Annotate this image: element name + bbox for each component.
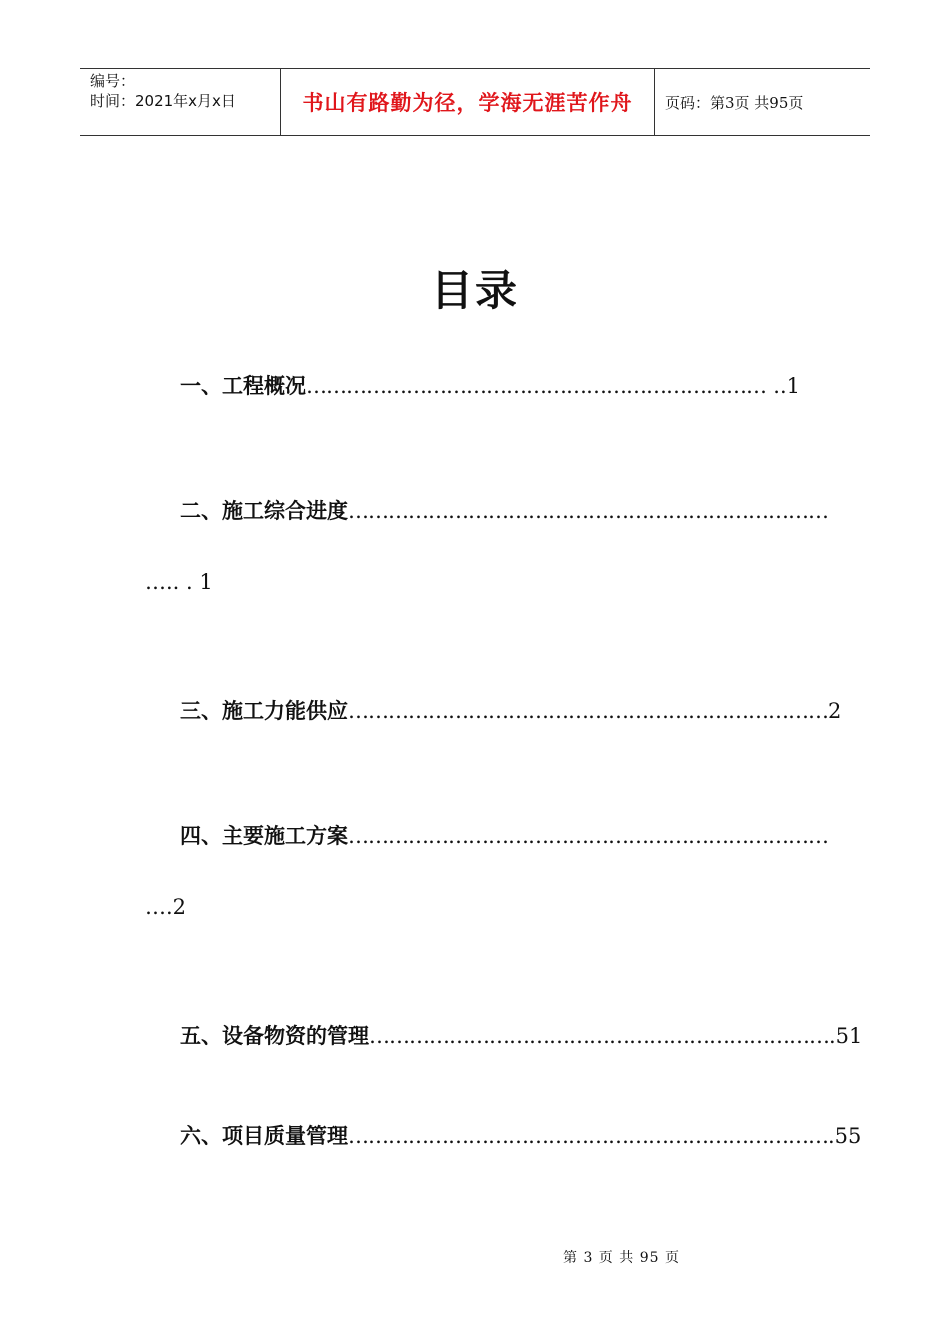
toc-entry-2-continuation: ….. . 1 — [145, 570, 213, 594]
page-title: 目录 — [430, 266, 519, 315]
toc-entry-4-continuation: ….2 — [145, 895, 187, 919]
toc-leader: …………………………………………………………… — [306, 374, 766, 398]
number-label: 编号： — [90, 72, 136, 90]
toc-page-number: .55 — [828, 1124, 862, 1148]
toc-entry-label: 六、项目质量管理 — [180, 1123, 348, 1148]
toc-entry-2[interactable] — [180, 495, 828, 525]
header-meta — [80, 69, 281, 135]
toc-entry-1[interactable] — [180, 370, 800, 400]
toc-entry-5[interactable] — [180, 1020, 863, 1050]
header-page-info: 页码：第3页 共95页 — [665, 93, 804, 112]
toc-entry-3[interactable] — [180, 695, 842, 725]
toc-entry-label: 五、设备物资的管理 — [180, 1023, 369, 1048]
toc-leader: ……………………………………………………………… — [348, 499, 828, 523]
toc-entry-6[interactable] — [180, 1120, 862, 1150]
toc-leader: ……………………………………………………………… — [348, 1124, 828, 1148]
toc-page-number: 2 — [828, 699, 842, 723]
toc-entry-label: 四、主要施工方案 — [180, 823, 348, 848]
date-label: 时间：2021年x月x日 — [90, 92, 236, 110]
header-motto-cell — [281, 69, 655, 135]
toc-leader: …………………………………………………………… — [369, 1024, 829, 1048]
toc-page-number: ..1 — [773, 374, 800, 398]
toc-leader: ……………………………………………………………… — [348, 824, 828, 848]
toc-leader: ……………………………………………………………… — [348, 699, 828, 723]
toc-entry-label: 三、施工力能供应 — [180, 698, 348, 723]
toc-entry-label: 一、工程概况 — [180, 373, 306, 398]
header-motto: 书山有路勤为径，学海无涯苦作舟 — [302, 90, 633, 115]
toc-page-number: .51 — [829, 1024, 863, 1048]
page-footer: 第 3 页 共 95 页 — [563, 1250, 680, 1266]
toc-entry-label: 二、施工综合进度 — [180, 498, 348, 523]
page-header — [80, 68, 870, 136]
toc-entry-4[interactable] — [180, 820, 828, 850]
